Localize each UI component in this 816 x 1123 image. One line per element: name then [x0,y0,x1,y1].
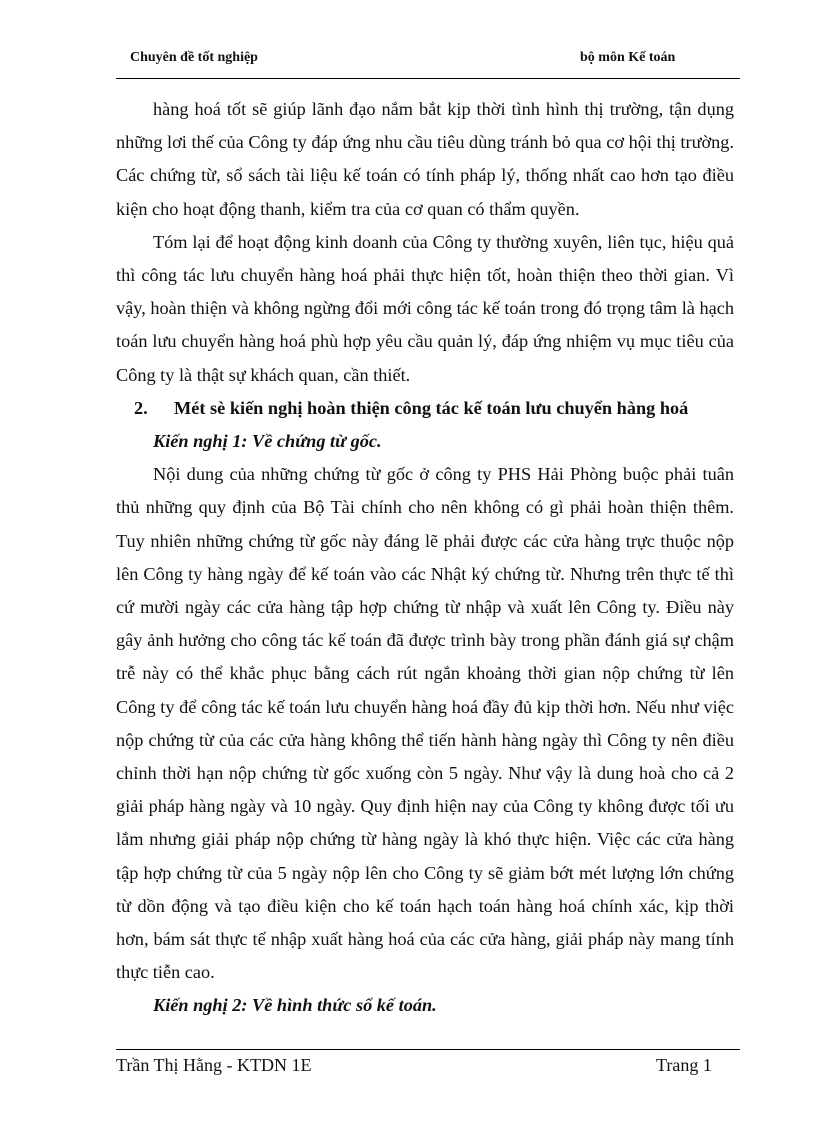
page-body [116,93,734,1023]
paragraph-recommendation-1: Nội dung của những chứng từ gốc ở công ty PHS Hải Phòng buộc phải tuân thủ những quy định của Bộ Tài chính cho nên không có gì phải hoàn thiện thêm. Tuy nhiên những chứng từ gốc này đáng lẽ phải được các cửa hàng trực thuộc nộp lên Công ty hàng ngày để kế toán vào các Nhật ký chứng từ. Nhưng trên thực tế thì cứ mười ngày các cửa hàng tập hợp chứng từ nhập và xuất lên Công ty. Điều này gây ảnh hưởng cho công tác kế toán đã được trình bày trong phần đánh giá sự chậm trễ này có thể khắc phục bằng cách rút ngắn khoảng thời gian nộp chứng từ lên Công ty để công tác kế toán lưu chuyển hàng hoá đầy đủ kịp thời hơn. Nếu như việc nộp chứng từ của các cửa hàng không thể tiến hành hàng ngày thì Công ty nên điều chỉnh thời hạn nộp chứng từ gốc xuống còn 5 ngày. Như vậy là dung hoà cho cả 2 giải pháp hàng ngày và 10 ngày. Quy định hiện nay của Công ty không được tối ưu lắm nhưng giải pháp nộp chứng từ hàng ngày là khó thực hiện. Việc các cửa hàng tập hợp chứng từ của 5 ngày nộp lên cho Công ty sẽ giảm bớt mét lượng lớn chứng từ dồn động và tạo điều kiện cho kế toán hạch toán hàng hoá chính xác, kịp thời hơn, bám sát thực tế nhập xuất hàng hoá của các cửa hàng, giải pháp này mang tính thực tiễn cao. [116,464,734,983]
subheading-recommendation-2: Kiến nghị 2: Về hình thức sổ kế toán. [153,995,437,1016]
paragraph-continued: hàng hoá tốt sẽ giúp lãnh đạo nắm bắt kịp thời tình hình thị trường, tận dụng những lơi thế của Công ty đáp ứng nhu cầu tiêu dùng tránh bỏ qua cơ hội thị trường. Các chứng từ, sổ sách tài liệu kế toán có tính pháp lý, thống nhất cao hơn tạo điều kiện cho hoạt động thanh, kiểm tra của cơ quan có thẩm quyền. [116,99,734,219]
running-header-left: Chuyên đề tốt nghiệp [130,50,258,65]
subheading-recommendation-1: Kiến nghị 1: Về chứng từ gốc. [153,431,382,452]
running-header-right: bộ môn Kế toán [580,50,676,65]
footer-divider [116,1049,740,1050]
header-divider [116,78,740,79]
section-number: 2. [134,397,148,418]
page-number: Trang 1 [656,1055,712,1075]
section-heading [116,392,734,425]
footer-author: Trần Thị Hằng - KTDN 1E [116,1055,312,1075]
paragraph-summary: Tóm lại để hoạt động kinh doanh của Công ty thường xuyên, liên tục, hiệu quả thì công tác lưu chuyển hàng hoá phải thực hiện tốt, hoàn thiện theo thời gian. Vì vậy, hoàn thiện và không ngừng đổi mới công tác kế toán trong đó trọng tâm là hạch toán lưu chuyển hàng hoá phù hợp yêu cầu quản lý, đáp ứng nhiệm vụ mục tiêu của Công ty là thật sự khách quan, cần thiết. [116,231,734,385]
section-title: Mét sè kiến nghị hoàn thiện công tác kế toán lưu chuyển hàng hoá [174,397,689,418]
